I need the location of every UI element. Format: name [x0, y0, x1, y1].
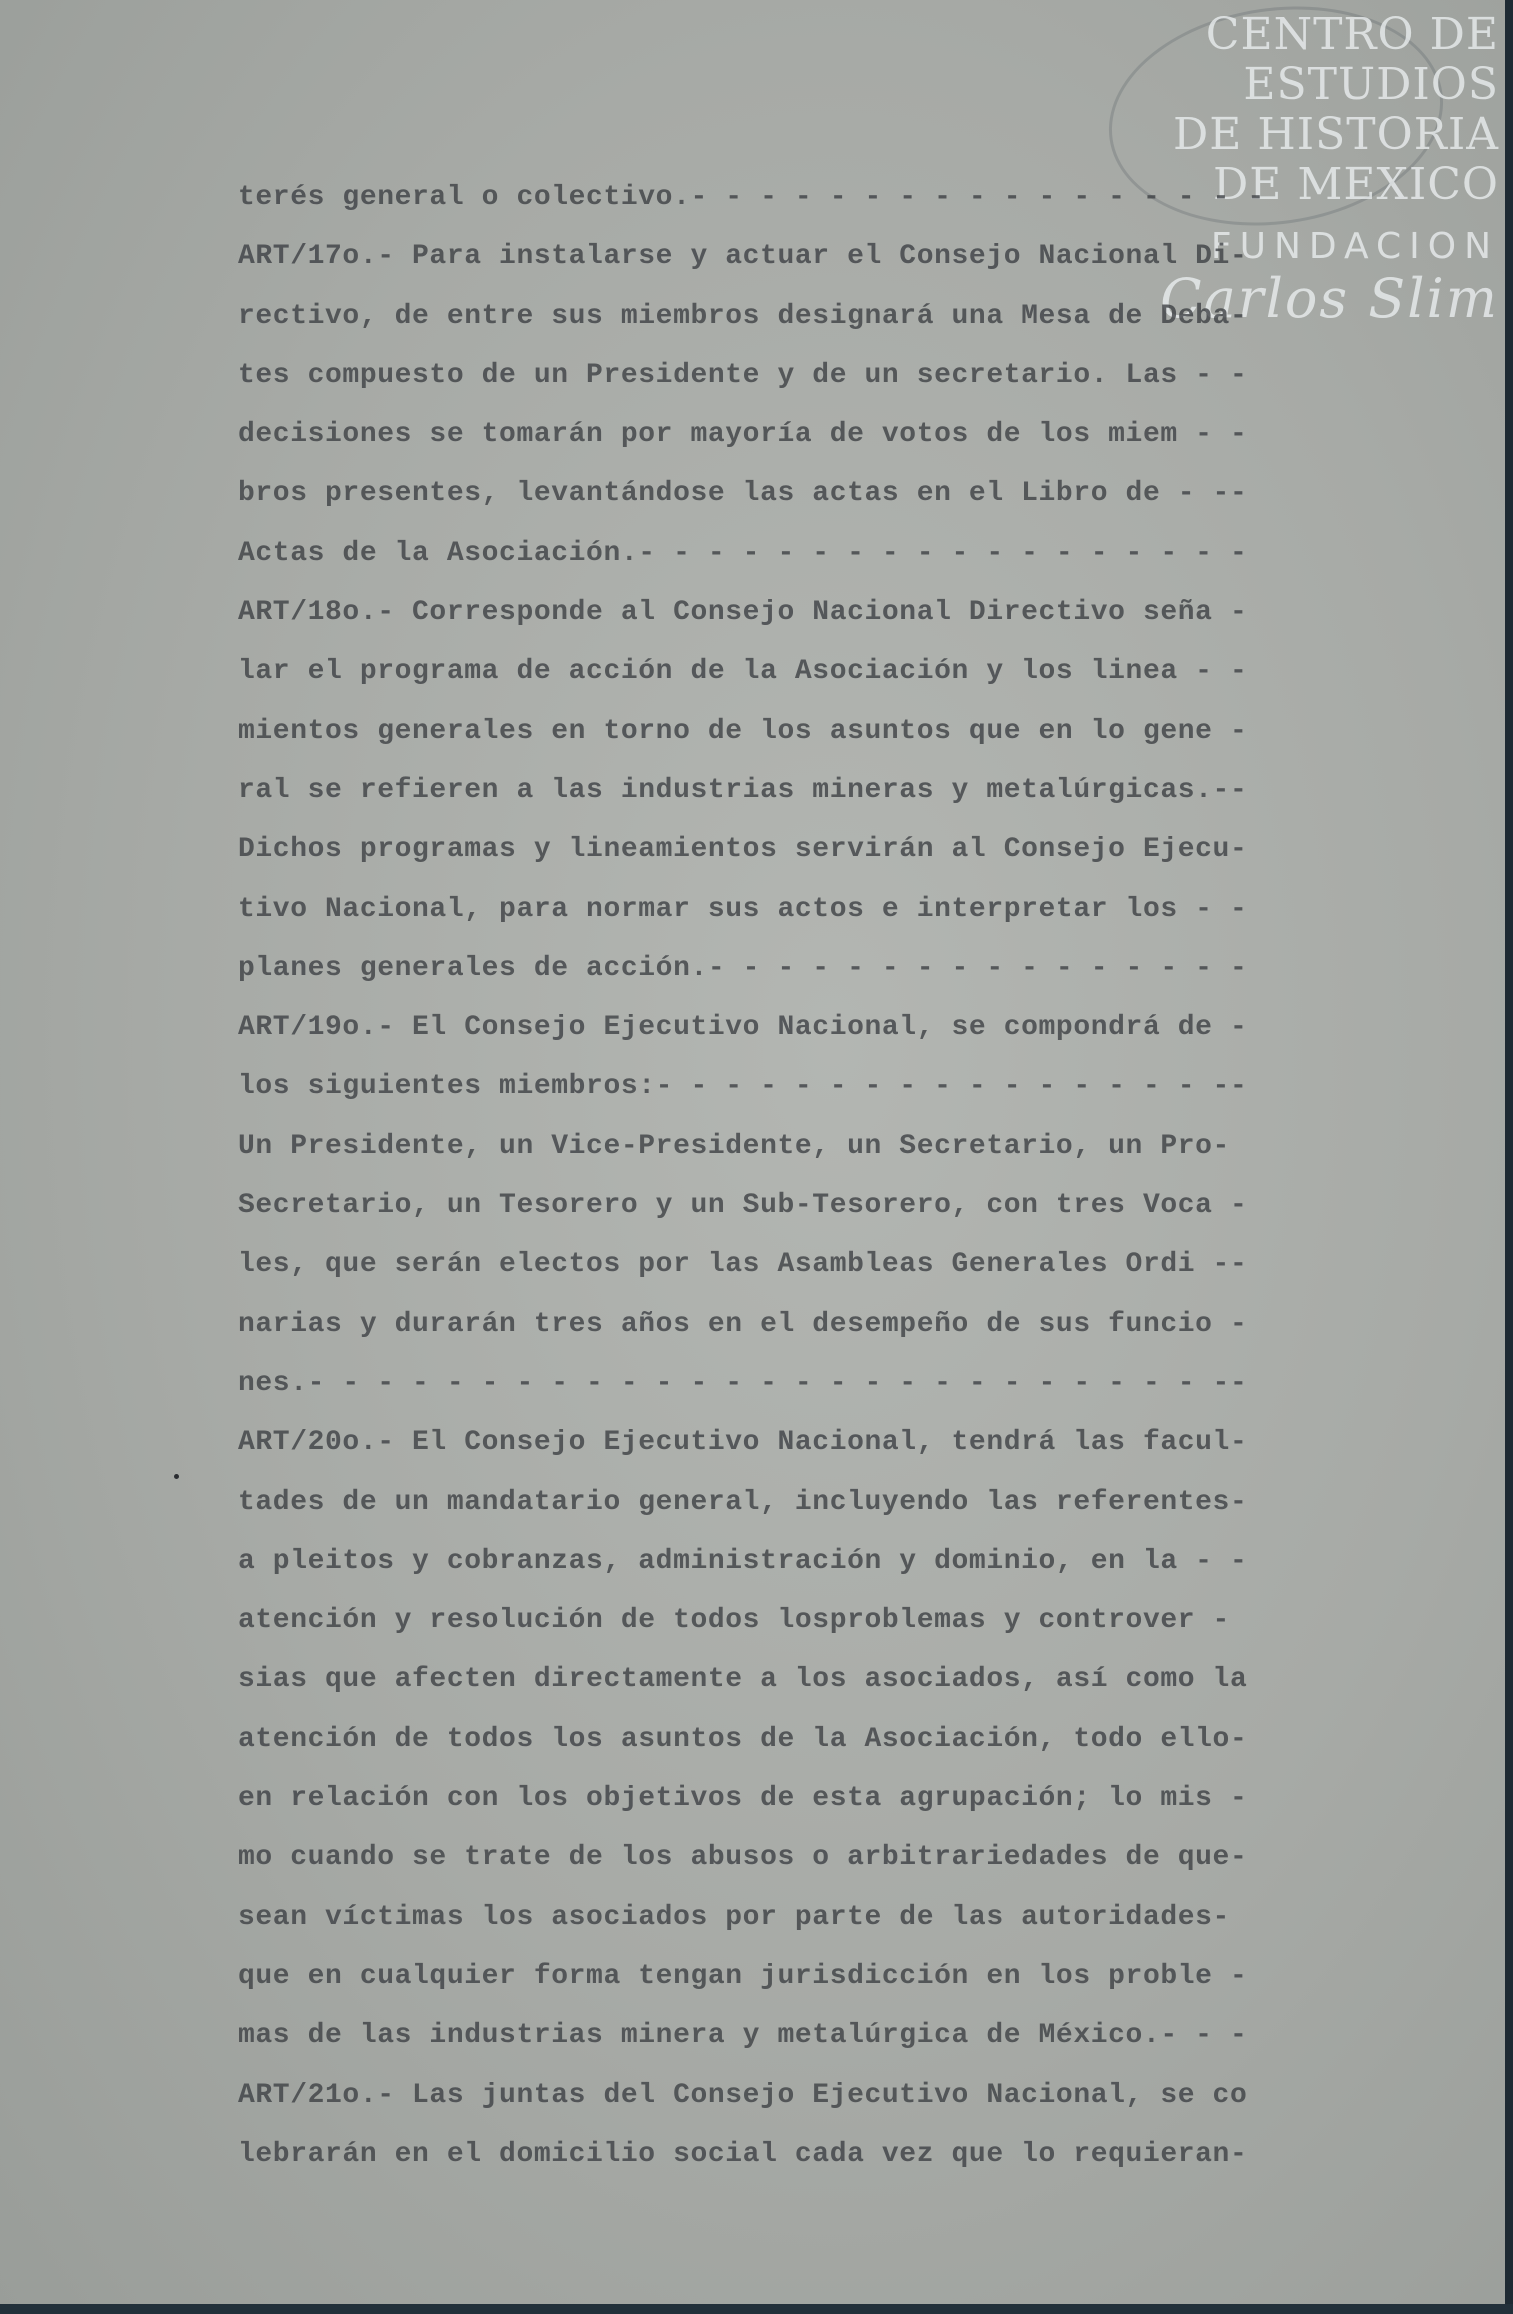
- text-line: rectivo, de entre sus miembros designará una Mesa de Deba-: [238, 300, 1248, 332]
- text-line: terés general o colectivo.- - - - - - - - - - - - - - - - -: [238, 182, 1265, 213]
- text-line: tades de un mandatario general, incluyendo las referentes-: [238, 1486, 1248, 1518]
- text-line: sean víctimas los asociados por parte de las autoridades-: [238, 1901, 1230, 1933]
- text-line: ART/18o.- Corresponde al Consejo Nacional Directivo seña -: [238, 597, 1248, 629]
- text-line: ral se refieren a las industrias mineras y metalúrgicas.--: [238, 774, 1248, 806]
- text-line: mientos generales en torno de los asuntos que en lo gene -: [238, 715, 1248, 747]
- text-line: Secretario, un Tesorero y un Sub-Tesorero, con tres Voca -: [238, 1190, 1248, 1222]
- text-line: ART/19o.- El Consejo Ejecutivo Nacional, se compondrá de -: [238, 1012, 1248, 1044]
- text-line: atención de todos los asuntos de la Asociación, todo ello-: [238, 1723, 1248, 1755]
- text-line: Un Presidente, un Vice-Presidente, un Secretario, un Pro-: [238, 1130, 1230, 1162]
- text-line: que en cualquier forma tengan jurisdicción en los proble -: [238, 1960, 1248, 1992]
- text-line: ART/21o.- Las juntas del Consejo Ejecutivo Nacional, se co: [238, 2079, 1248, 2111]
- text-line: Dichos programas y lineamientos servirán al Consejo Ejecu-: [238, 834, 1248, 866]
- ink-dot: [174, 1474, 179, 1479]
- page-edge: [0, 2304, 1513, 2314]
- text-line: planes generales de acción.- - - - - - - - - - - - - - - -: [238, 952, 1248, 984]
- typewritten-text: [238, 168, 1308, 2184]
- text-line: ART/20o.- El Consejo Ejecutivo Nacional, tendrá las facul-: [238, 1427, 1248, 1459]
- text-line: mas de las industrias minera y metalúrgica de México.- - -: [238, 2020, 1248, 2052]
- watermark-line: CENTRO DE: [1205, 9, 1499, 60]
- text-line: a pleitos y cobranzas, administración y dominio, en la - -: [238, 1545, 1248, 1577]
- text-line: lebrarán en el domicilio social cada vez que lo requieran-: [238, 2138, 1248, 2170]
- watermark-line: DE MEXICO: [1213, 159, 1499, 210]
- watermark-line: DE HISTORIA: [1173, 109, 1499, 160]
- text-line: sias que afecten directamente a los asociados, así como la: [238, 1664, 1248, 1696]
- text-line: tivo Nacional, para normar sus actos e interpretar los - -: [238, 893, 1248, 925]
- text-line: tes compuesto de un Presidente y de un secretario. Las - -: [238, 359, 1248, 391]
- text-line: Actas de la Asociación.- - - - - - - - - - - - - - - - - -: [238, 537, 1248, 569]
- text-line: bros presentes, levantándose las actas en el Libro de - --: [238, 478, 1248, 510]
- watermark-line: ESTUDIOS: [1243, 59, 1499, 110]
- text-line: narias y durarán tres años en el desempeño de sus funcio -: [238, 1308, 1248, 1340]
- text-line: decisiones se tomarán por mayoría de votos de los miem - -: [238, 419, 1248, 451]
- text-line: les, que serán electos por las Asambleas Generales Ordi --: [238, 1249, 1248, 1281]
- text-line: lar el programa de acción de la Asociación y los linea - -: [238, 656, 1248, 688]
- text-line: mo cuando se trate de los abusos o arbitrariedades de que-: [238, 1842, 1248, 1874]
- text-line: en relación con los objetivos de esta agrupación; lo mis -: [238, 1783, 1248, 1815]
- text-line: atención y resolución de todos losproblemas y controver -: [238, 1605, 1230, 1637]
- text-line: nes.- - - - - - - - - - - - - - - - - - - - - - - - - - --: [238, 1367, 1248, 1399]
- watermark-foundation: FUNDACION: [1210, 226, 1499, 267]
- page-edge: [1505, 0, 1513, 2314]
- text-line: los siguientes miembros:- - - - - - - - - - - - - - - - --: [238, 1071, 1248, 1103]
- text-line: ART/17o.- Para instalarse y actuar el Consejo Nacional Di-: [238, 241, 1248, 273]
- watermark-signature: Carlos Slim: [1160, 267, 1499, 330]
